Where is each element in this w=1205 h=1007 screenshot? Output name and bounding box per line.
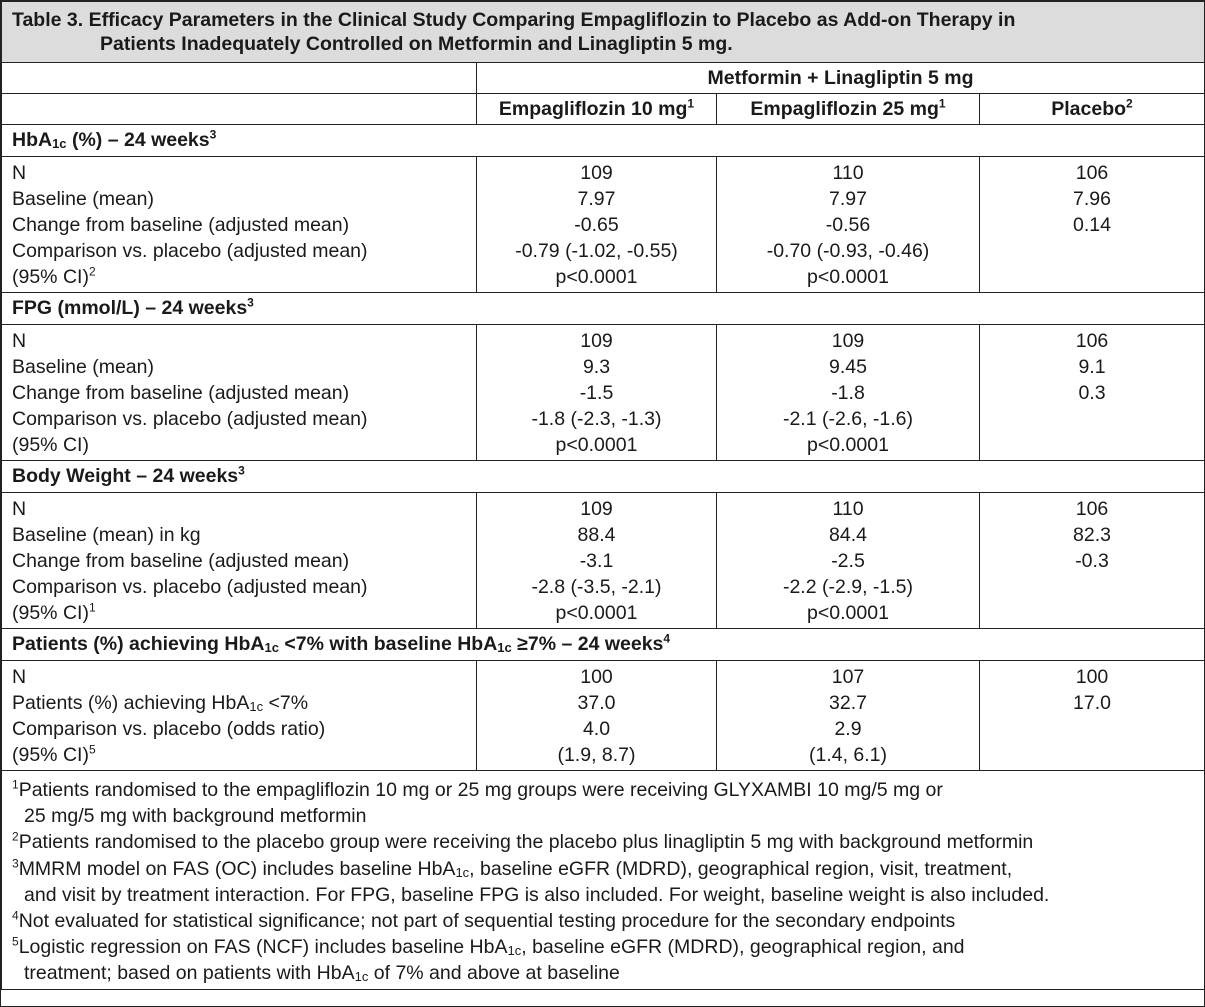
col-header-empa25-sup: 1	[938, 96, 946, 111]
row-label	[12, 600, 470, 626]
cell-value: 106	[1075, 498, 1109, 520]
cell-value: -1.8 (-2.3, -1.3)	[531, 408, 662, 430]
cell-value: 88.4	[577, 524, 616, 546]
cell-value: 9.1	[1078, 356, 1106, 378]
footnote-mark: 3	[12, 856, 19, 871]
cell-value: -0.56	[825, 214, 871, 236]
row-label: N	[12, 666, 27, 688]
footnote-text: Patients randomised to the empagliflozin 10 mg or 25 mg groups were receiving GLYXAMBI 10 mg/5 mg or	[18, 779, 943, 801]
section-title-sup: 3	[247, 295, 254, 310]
row-label-text: (95% CI)	[12, 602, 89, 624]
cell-value: -1.8	[831, 382, 865, 404]
cell-value: -3.1	[579, 550, 614, 572]
section-title-sub: 1c	[497, 640, 512, 655]
footnote-3	[12, 856, 1198, 908]
row-labels	[2, 157, 477, 293]
cell-value: 17.0	[1073, 692, 1111, 714]
section-data-body-weight	[2, 493, 1205, 629]
cell-value: (1.4, 6.1)	[808, 744, 888, 766]
row-label: Change from baseline (adjusted mean)	[12, 550, 350, 572]
group-header: Metformin + Linagliptin 5 mg	[477, 63, 1205, 94]
values-empa10	[477, 493, 717, 629]
row-label	[12, 690, 470, 716]
footnote-text: 25 mg/5 mg with background metformin	[24, 805, 367, 828]
cell-value: 109	[580, 330, 613, 352]
values-empa25	[717, 157, 980, 293]
cell-value: (1.9, 8.7)	[557, 744, 636, 766]
section-title-text: <7% with baseline HbA	[278, 633, 498, 655]
row-label-sup: 2	[88, 264, 96, 279]
section-title-sub: 1c	[264, 640, 279, 655]
cell-value: 82.3	[1073, 524, 1111, 546]
cell-value: -2.1 (-2.6, -1.6)	[782, 408, 914, 430]
cell-value: 37.0	[577, 692, 616, 714]
section-title-text: HbA	[12, 129, 53, 151]
section-title-sup: 3	[209, 127, 217, 142]
values-placebo	[980, 661, 1205, 771]
cell-value: 106	[1075, 330, 1109, 352]
row-label-text: Patients (%) achieving HbA	[12, 692, 250, 714]
cell-value: -2.5	[831, 550, 865, 572]
footnote-mark: 4	[12, 908, 19, 923]
cell-value: 2.9	[834, 718, 862, 740]
footnote-2	[12, 829, 1198, 855]
cell-value	[986, 574, 1198, 600]
col-header-empa10-sup: 1	[687, 96, 695, 111]
row-label-sup: 5	[88, 742, 96, 757]
footnote-text: of 7% and above at baseline	[368, 962, 620, 985]
values-empa25	[717, 325, 980, 461]
cell-value	[986, 716, 1198, 742]
cell-value: 9.3	[582, 356, 611, 378]
cell-value: 110	[832, 162, 864, 184]
section-data-fpg	[2, 325, 1205, 461]
table-title	[2, 2, 1205, 63]
cell-value: 0.14	[1073, 214, 1111, 236]
section-title-responders	[2, 629, 1205, 661]
footnotes-row	[2, 771, 1205, 990]
row-label: N	[12, 162, 27, 184]
section-title-sub: 1c	[52, 136, 67, 151]
values-empa10	[477, 157, 717, 293]
footnote-text: and visit by treatment interaction. For FPG, baseline FPG is also included. For weight, baseline weight is also included.	[24, 883, 1050, 906]
cell-value: 7.97	[577, 188, 616, 210]
footnote-text: , baseline eGFR (MDRD), geographical region, and	[521, 936, 965, 959]
col-header-placebo-sup: 2	[1126, 96, 1133, 111]
cell-value: -0.65	[574, 214, 619, 236]
section-title-text: Body Weight – 24 weeks	[12, 465, 239, 487]
row-label: (95% CI)	[12, 434, 89, 456]
section-title-sup: 3	[238, 463, 245, 478]
row-label: Baseline (mean)	[12, 356, 154, 378]
cell-value: 109	[580, 498, 613, 520]
footnote-text: Not evaluated for statistical significance; not part of sequential testing procedure for the secondary endpoints	[18, 910, 956, 933]
footnote-mark: 2	[12, 829, 19, 844]
cell-value: 32.7	[829, 692, 867, 714]
cell-value: p<0.0001	[807, 602, 889, 624]
cell-value: p<0.0001	[807, 266, 889, 288]
cell-value: 106	[1075, 162, 1109, 184]
values-empa10	[477, 325, 717, 461]
cell-value: 100	[1075, 666, 1109, 688]
cell-value: 9.45	[829, 356, 867, 378]
section-data-hba1c	[2, 157, 1205, 293]
footnote-sub: 1c	[354, 969, 369, 985]
cell-value: 110	[832, 498, 864, 520]
row-labels	[2, 661, 477, 771]
cell-value: -0.3	[1075, 550, 1109, 572]
cell-value: 109	[580, 162, 613, 184]
row-label: Comparison vs. placebo (adjusted mean)	[12, 240, 368, 262]
section-title-text: ≥7% – 24 weeks	[511, 633, 664, 655]
table-title-row	[2, 2, 1205, 63]
cell-value: p<0.0001	[555, 602, 638, 624]
cell-value	[986, 432, 1198, 458]
col-header-placebo-label: Placebo	[1051, 98, 1127, 120]
cell-value	[986, 238, 1198, 264]
row-label: Change from baseline (adjusted mean)	[12, 382, 350, 404]
cell-value: -1.5	[579, 382, 614, 404]
footnote-sub: 1c	[455, 864, 470, 880]
section-title-fpg	[2, 293, 1205, 325]
values-empa10	[477, 661, 717, 771]
group-header-row	[2, 63, 1205, 94]
cell-value: 84.4	[829, 524, 867, 546]
cell-value: -0.70 (-0.93, -0.46)	[766, 240, 930, 262]
cell-value	[986, 264, 1198, 290]
row-label-text: <7%	[263, 692, 309, 714]
footnote-text: Patients randomised to the placebo group were receiving the placebo plus linagliptin 5 mg with background metformin	[18, 831, 1034, 854]
row-label: Baseline (mean) in kg	[12, 524, 201, 546]
row-label: Baseline (mean)	[12, 188, 154, 210]
values-placebo	[980, 325, 1205, 461]
footnote-1	[12, 777, 1198, 829]
table-title-line2: Patients Inadequately Controlled on Metformin and Linagliptin 5 mg.	[100, 33, 733, 55]
row-labels	[2, 325, 477, 461]
footnote-sub: 1c	[507, 943, 522, 959]
footnote-text: , baseline eGFR (MDRD), geographical region, visit, treatment,	[469, 857, 1013, 880]
col-header-empa25	[717, 94, 980, 125]
empty-header-cell	[2, 63, 477, 94]
section-header-body-weight	[2, 461, 1205, 493]
section-title-text: FPG (mmol/L) – 24 weeks	[12, 297, 248, 319]
cell-value: p<0.0001	[555, 434, 638, 456]
values-empa25	[717, 661, 980, 771]
efficacy-table	[1, 1, 1205, 990]
cell-value: 7.96	[1073, 188, 1111, 210]
cell-value: 7.97	[829, 188, 867, 210]
section-header-fpg	[2, 293, 1205, 325]
section-title-sup: 4	[663, 631, 671, 646]
values-placebo	[980, 157, 1205, 293]
row-labels	[2, 493, 477, 629]
section-title-hba1c	[2, 125, 1205, 157]
footnote-5	[12, 934, 1198, 986]
row-label-sup: 1	[88, 600, 96, 615]
table-title-line1: Table 3. Efficacy Parameters in the Clinical Study Comparing Empagliflozin to Placebo as Add-on Therapy in	[12, 9, 1016, 31]
footnote-text: MMRM model on FAS (OC) includes baseline HbA	[18, 857, 456, 880]
footnote-text: treatment; based on patients with HbA	[24, 962, 355, 985]
column-header-row	[2, 94, 1205, 125]
row-label-text: (95% CI)	[12, 744, 89, 766]
cell-value	[986, 600, 1198, 626]
cell-value: 107	[831, 666, 865, 688]
footnote-mark: 5	[12, 934, 19, 949]
row-label: Change from baseline (adjusted mean)	[12, 214, 350, 236]
footnotes	[2, 771, 1205, 990]
footnote-continuation	[12, 960, 1198, 986]
section-header-responders	[2, 629, 1205, 661]
cell-value: 109	[831, 330, 865, 352]
values-placebo	[980, 493, 1205, 629]
col-header-empa10	[477, 94, 717, 125]
row-label: Comparison vs. placebo (odds ratio)	[12, 718, 326, 740]
cell-value: p<0.0001	[555, 266, 638, 288]
row-label-sub: 1c	[249, 699, 264, 714]
cell-value: -2.2 (-2.9, -1.5)	[782, 576, 914, 598]
row-label: Comparison vs. placebo (adjusted mean)	[12, 576, 368, 598]
cell-value	[986, 742, 1198, 768]
col-header-placebo	[980, 94, 1205, 125]
section-title-text: (%) – 24 weeks	[66, 129, 210, 151]
cell-value: 4.0	[582, 718, 611, 740]
col-header-empa10-label: Empagliflozin 10 mg	[498, 98, 688, 120]
cell-value	[986, 406, 1198, 432]
row-label: N	[12, 498, 27, 520]
cell-value: -0.79 (-1.02, -0.55)	[515, 240, 678, 262]
footnote-4	[12, 908, 1198, 934]
section-data-responders	[2, 661, 1205, 771]
row-label	[12, 742, 470, 768]
section-header-hba1c	[2, 125, 1205, 157]
footnote-mark: 1	[12, 777, 19, 792]
cell-value: p<0.0001	[807, 434, 889, 456]
footnote-text: Logistic regression on FAS (NCF) includes baseline HbA	[18, 936, 508, 959]
values-empa25	[717, 493, 980, 629]
cell-value: 0.3	[1078, 382, 1106, 404]
row-label-text: (95% CI)	[12, 266, 89, 288]
col-header-empa25-label: Empagliflozin 25 mg	[750, 98, 939, 120]
cell-value: 100	[580, 666, 613, 688]
cell-value: -2.8 (-3.5, -2.1)	[531, 576, 662, 598]
empty-header-cell-2	[2, 94, 477, 125]
section-title-body-weight	[2, 461, 1205, 493]
section-title-text: Patients (%) achieving HbA	[12, 633, 265, 655]
row-label: N	[12, 330, 27, 352]
row-label: Comparison vs. placebo (adjusted mean)	[12, 408, 368, 430]
row-label	[12, 264, 470, 290]
